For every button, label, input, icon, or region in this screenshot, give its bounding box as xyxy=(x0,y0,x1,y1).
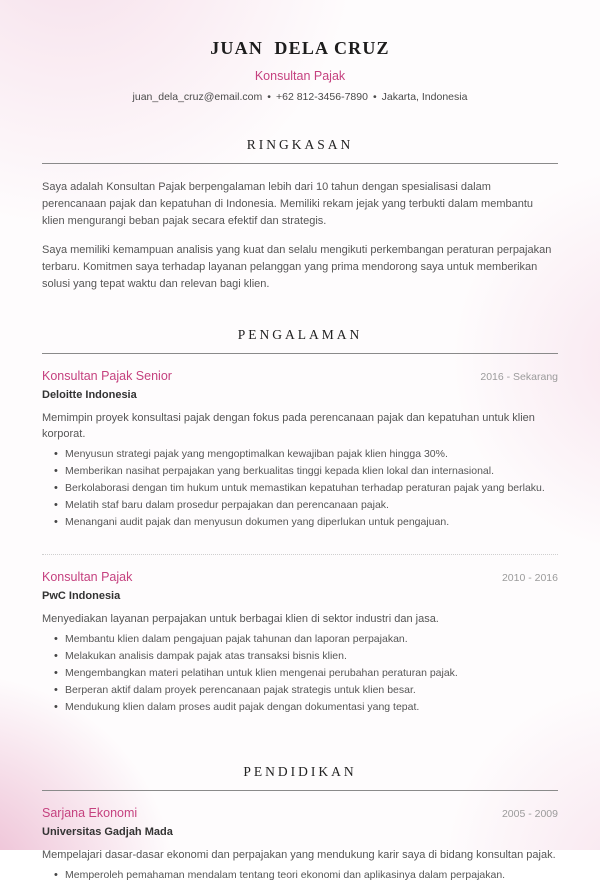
experience-heading: PENGALAMAN xyxy=(237,327,363,342)
job-bullet: • Menyusun strategi pajak yang mengoptimalkan kewajiban pajak klien hingga 30%. xyxy=(42,446,558,463)
contact-location: Jakarta, Indonesia xyxy=(381,91,468,103)
contact-separator: • xyxy=(372,91,377,103)
job-bullet: • Mendukung klien dalam proses audit pajak dengan dokumentasi yang tepat. xyxy=(42,699,558,716)
entry-header xyxy=(42,369,558,383)
job-bullet: • Memberikan nasihat perpajakan yang berkualitas tinggi kepada klien lokal dan internasional. xyxy=(42,463,558,480)
job-bullet: • Mengembangkan materi pelatihan untuk klien mengenai perubahan peraturan pajak. xyxy=(42,665,558,682)
entry-header xyxy=(42,806,558,820)
job-bullet: • Membantu klien dalam pengajuan pajak tahunan dan laporan perpajakan. xyxy=(42,631,558,648)
job-company: Deloitte Indonesia xyxy=(42,389,137,401)
summary-paragraph: Saya memiliki kemampuan analisis yang kuat dan selalu mengikuti perkembangan peraturan perpajakan terbaru. Komitmen saya terhadap layanan pelanggan yang prima mendorong saya untuk memberikan solusi yang tepat waktu dan relevan bagi klien. xyxy=(42,244,552,290)
degree-description: Mempelajari dasar-dasar ekonomi dan perpajakan yang mendukung karir saya di bidang konsultan pajak. xyxy=(42,849,556,861)
job-bullet: • Melatih staf baru dalam prosedur perpajakan dan perencanaan pajak. xyxy=(42,497,558,514)
section-experience xyxy=(42,327,558,716)
job-title: Konsultan Pajak Senior xyxy=(42,369,172,383)
entry-divider xyxy=(42,554,558,555)
experience-entry xyxy=(42,369,558,531)
candidate-job-title: Konsultan Pajak xyxy=(254,69,346,83)
university-name: Universitas Gadjah Mada xyxy=(42,826,173,838)
experience-entry xyxy=(42,570,558,716)
section-rule xyxy=(42,163,558,164)
job-dates: 2010 - 2016 xyxy=(501,572,558,584)
contact-email: juan_dela_cruz@email.com xyxy=(132,91,263,103)
degree-dates: 2005 - 2009 xyxy=(501,808,558,820)
contact-separator: • xyxy=(267,91,271,103)
education-entry xyxy=(42,806,558,884)
section-rule xyxy=(42,790,558,791)
summary-paragraph: Saya adalah Konsultan Pajak berpengalaman lebih dari 10 tahun dengan spesialisasi dalam perencanaan pajak dan kepatuhan di Indonesia. Memiliki rekam jejak yang terbukti dalam membantu klien mengurangi beban pajak secara efektif dan strategis. xyxy=(42,181,534,227)
job-company: PwC Indonesia xyxy=(42,590,121,602)
job-bullet: • Berperan aktif dalam proyek perencanaan pajak strategis untuk klien besar. xyxy=(42,682,558,699)
job-description: Menyediakan layanan perpajakan untuk berbagai klien di sektor industri dan jasa. xyxy=(42,613,439,625)
education-heading: PENDIDIKAN xyxy=(243,764,357,779)
degree-bullet: • Memperoleh pemahaman mendalam tentang teori ekonomi dan aplikasinya dalam perpajakan. xyxy=(42,867,558,884)
section-rule xyxy=(42,353,558,354)
degree-bullet-list xyxy=(42,867,558,884)
degree-title: Sarjana Ekonomi xyxy=(42,806,138,820)
resume-header xyxy=(42,38,558,103)
section-education xyxy=(42,764,558,884)
job-bullet: • Menangani audit pajak dan menyusun dokumen yang diperlukan untuk pengajuan. xyxy=(42,514,558,531)
job-title: Konsultan Pajak xyxy=(42,570,133,584)
summary-heading: RINGKASAN xyxy=(246,137,354,152)
section-summary xyxy=(42,137,558,293)
job-bullet-list xyxy=(42,446,558,531)
entry-header xyxy=(42,570,558,584)
job-bullet: • Melakukan analisis dampak pajak atas transaksi bisnis klien. xyxy=(42,648,558,665)
contact-phone: +62 812-3456-7890 xyxy=(275,91,368,103)
job-bullet-list xyxy=(42,631,558,716)
contact-line xyxy=(42,91,558,103)
job-description: Memimpin proyek konsultasi pajak dengan fokus pada perencanaan pajak dan kepatuhan untuk klien korporat. xyxy=(42,412,535,440)
job-dates: 2016 - Sekarang xyxy=(480,371,558,383)
job-bullet: • Berkolaborasi dengan tim hukum untuk memastikan kepatuhan terhadap peraturan pajak yang berlaku. xyxy=(42,480,558,497)
candidate-name: JUAN DELA CRUZ xyxy=(210,38,390,58)
